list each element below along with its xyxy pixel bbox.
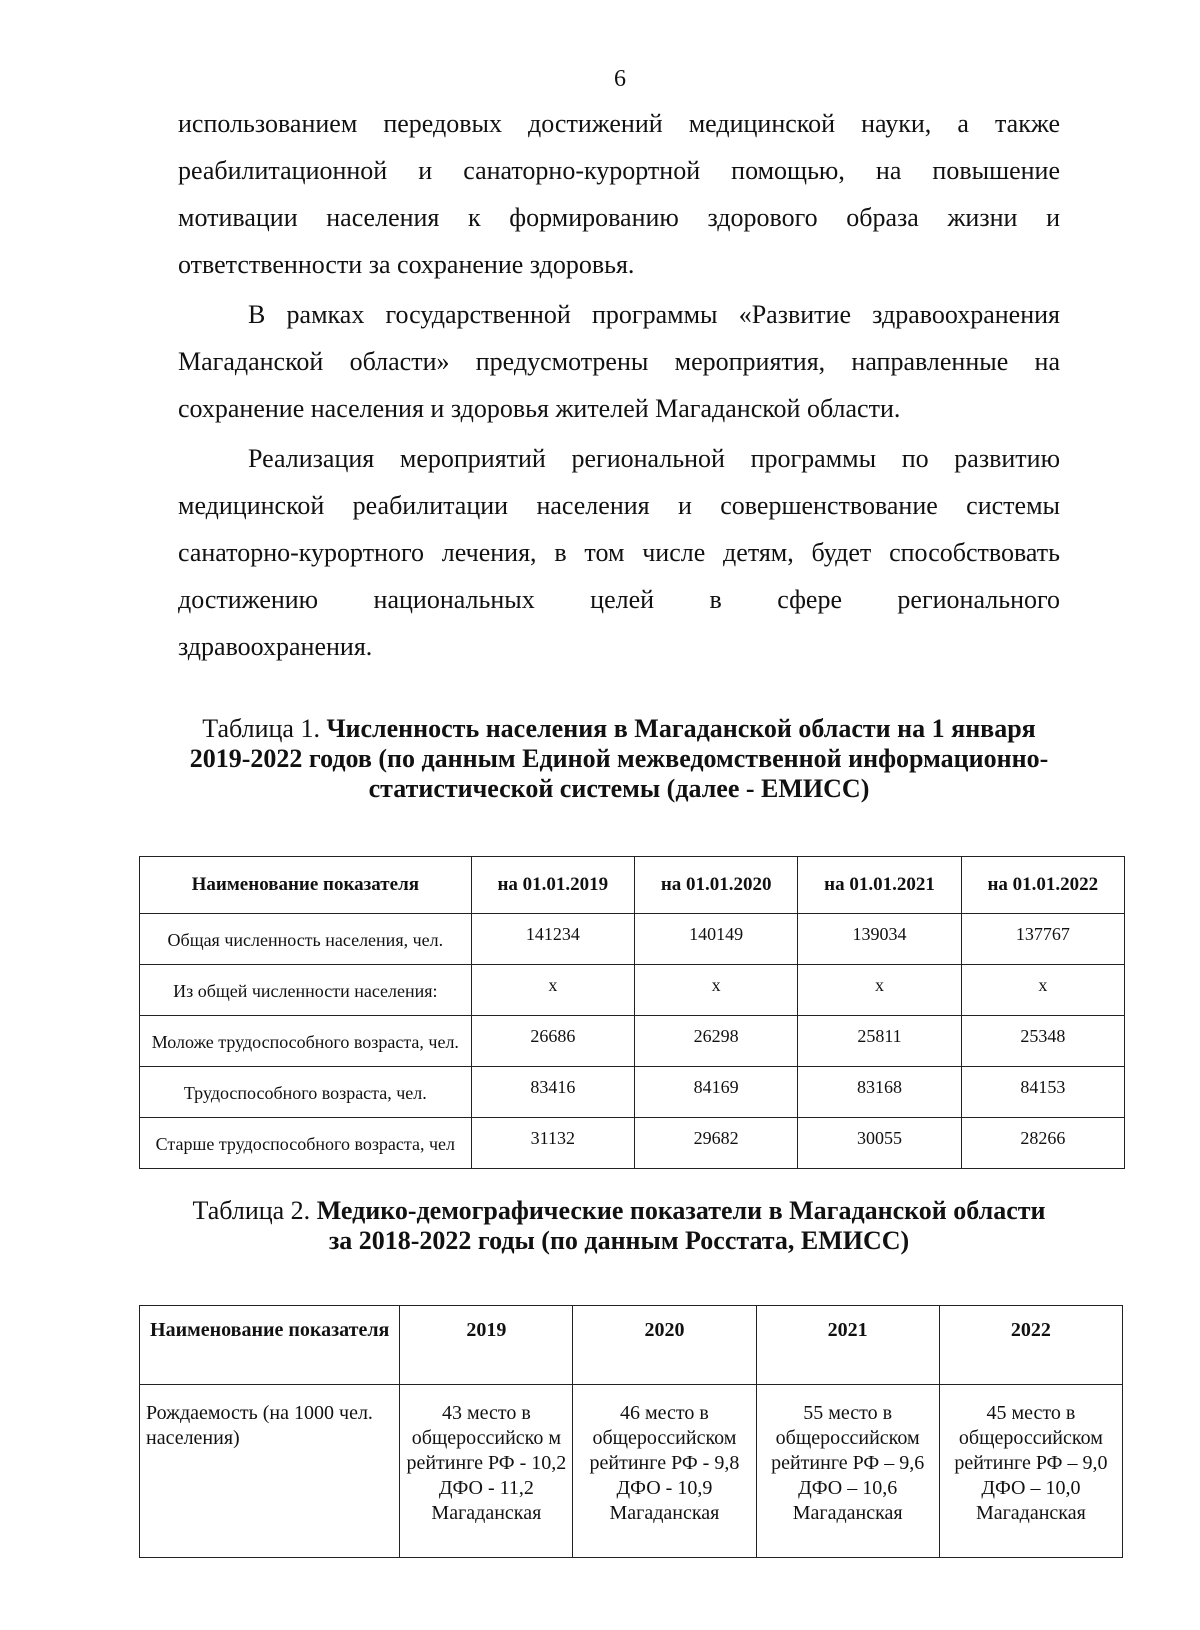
table-cell: 45 место в общероссийском рейтинге РФ – 9,0 ДФО – 10,0 Магаданская — [939, 1385, 1122, 1558]
paragraph: здравоохранения. — [178, 632, 373, 661]
table-cell: 25811 — [798, 1016, 961, 1067]
paragraph: В рамках государственной программы «Развитие здравоохранения Магаданской области» предусмотрены мероприятия, направленные на сохранение населения и здоровья жителей Магаданской области. — [178, 300, 1060, 423]
table-cell: Старше трудоспособного возраста, чел — [140, 1118, 472, 1169]
table-cell: 83416 — [471, 1067, 634, 1118]
table-row — [140, 1016, 1125, 1067]
table-row — [140, 1118, 1125, 1169]
column-header: Наименование показателя — [140, 1306, 400, 1385]
table-cell: 55 место в общероссийском рейтинге РФ – 9,6 ДФО – 10,6 Магаданская — [756, 1385, 939, 1558]
table1-caption-title: Численность населения в Магаданской области на 1 января 2019-2022 годов (по данным Единой межведомственной информационно-статистической системы (далее - ЕМИСС) — [189, 714, 1049, 803]
column-header: 2019 — [400, 1306, 573, 1385]
table-cell: 137767 — [961, 914, 1124, 965]
paragraph: Реализация мероприятий региональной программы по развитию медицинской реабилитации населения и совершенствование системы санаторно-курортного лечения, в том числе детям, будет способствовать достижению национальных целей в сфере регионального — [178, 444, 1060, 614]
table-cell: Из общей численности населения: — [140, 965, 472, 1016]
column-header: на 01.01.2021 — [798, 857, 961, 914]
table-cell: х — [798, 965, 961, 1016]
table-cell: х — [635, 965, 798, 1016]
column-header: на 01.01.2020 — [635, 857, 798, 914]
table-cell: 84153 — [961, 1067, 1124, 1118]
column-header: на 01.01.2019 — [471, 857, 634, 914]
page-number: 6 — [614, 66, 626, 92]
table1-caption — [178, 714, 1060, 804]
demographic-indicators-table — [139, 1305, 1123, 1558]
table-cell: 140149 — [635, 914, 798, 965]
table-cell: 31132 — [471, 1118, 634, 1169]
table-cell: 43 место в общероссийско м рейтинге РФ - 10,2 ДФО - 11,2 Магаданская — [400, 1385, 573, 1558]
table-cell: х — [471, 965, 634, 1016]
table-cell: 83168 — [798, 1067, 961, 1118]
column-header: 2021 — [756, 1306, 939, 1385]
table2-caption — [178, 1196, 1060, 1256]
population-table — [139, 856, 1125, 1169]
table-cell: 30055 — [798, 1118, 961, 1169]
table-row — [140, 1067, 1125, 1118]
column-header: на 01.01.2022 — [961, 857, 1124, 914]
table-cell: Моложе трудоспособного возраста, чел. — [140, 1016, 472, 1067]
table-row — [140, 914, 1125, 965]
table-cell: 84169 — [635, 1067, 798, 1118]
table2-caption-title: Медико-демографические показатели в Магаданской области за 2018-2022 годы (по данным Росстата, ЕМИСС) — [316, 1196, 1046, 1255]
column-header: 2020 — [573, 1306, 756, 1385]
table-header-row — [140, 857, 1125, 914]
table-row — [140, 1385, 1123, 1558]
body-text — [178, 100, 1060, 673]
table-cell: Рождаемость (на 1000 чел. населения) — [140, 1385, 400, 1558]
table-cell: х — [961, 965, 1124, 1016]
table-header-row — [140, 1306, 1123, 1385]
table-row — [140, 965, 1125, 1016]
table-cell: 28266 — [961, 1118, 1124, 1169]
table-cell: 46 место в общероссийском рейтинге РФ - 9,8 ДФО - 10,9 Магаданская — [573, 1385, 756, 1558]
table-cell: 141234 — [471, 914, 634, 965]
column-header: Наименование показателя — [140, 857, 472, 914]
table-cell: Трудоспособного возраста, чел. — [140, 1067, 472, 1118]
table2-caption-label: Таблица 2. — [192, 1196, 311, 1225]
table-cell: 25348 — [961, 1016, 1124, 1067]
table-cell: 26686 — [471, 1016, 634, 1067]
paragraph: использованием передовых достижений медицинской науки, а также реабилитационной и санаторно-курортной помощью, на повышение мотивации населения к формированию здорового образа жизни и ответственности за сохранение здоровья. — [178, 109, 1060, 279]
table1-caption-label: Таблица 1. — [202, 714, 320, 743]
column-header: 2022 — [939, 1306, 1122, 1385]
table-cell: 26298 — [635, 1016, 798, 1067]
table-cell: Общая численность населения, чел. — [140, 914, 472, 965]
table-cell: 139034 — [798, 914, 961, 965]
table-cell: 29682 — [635, 1118, 798, 1169]
